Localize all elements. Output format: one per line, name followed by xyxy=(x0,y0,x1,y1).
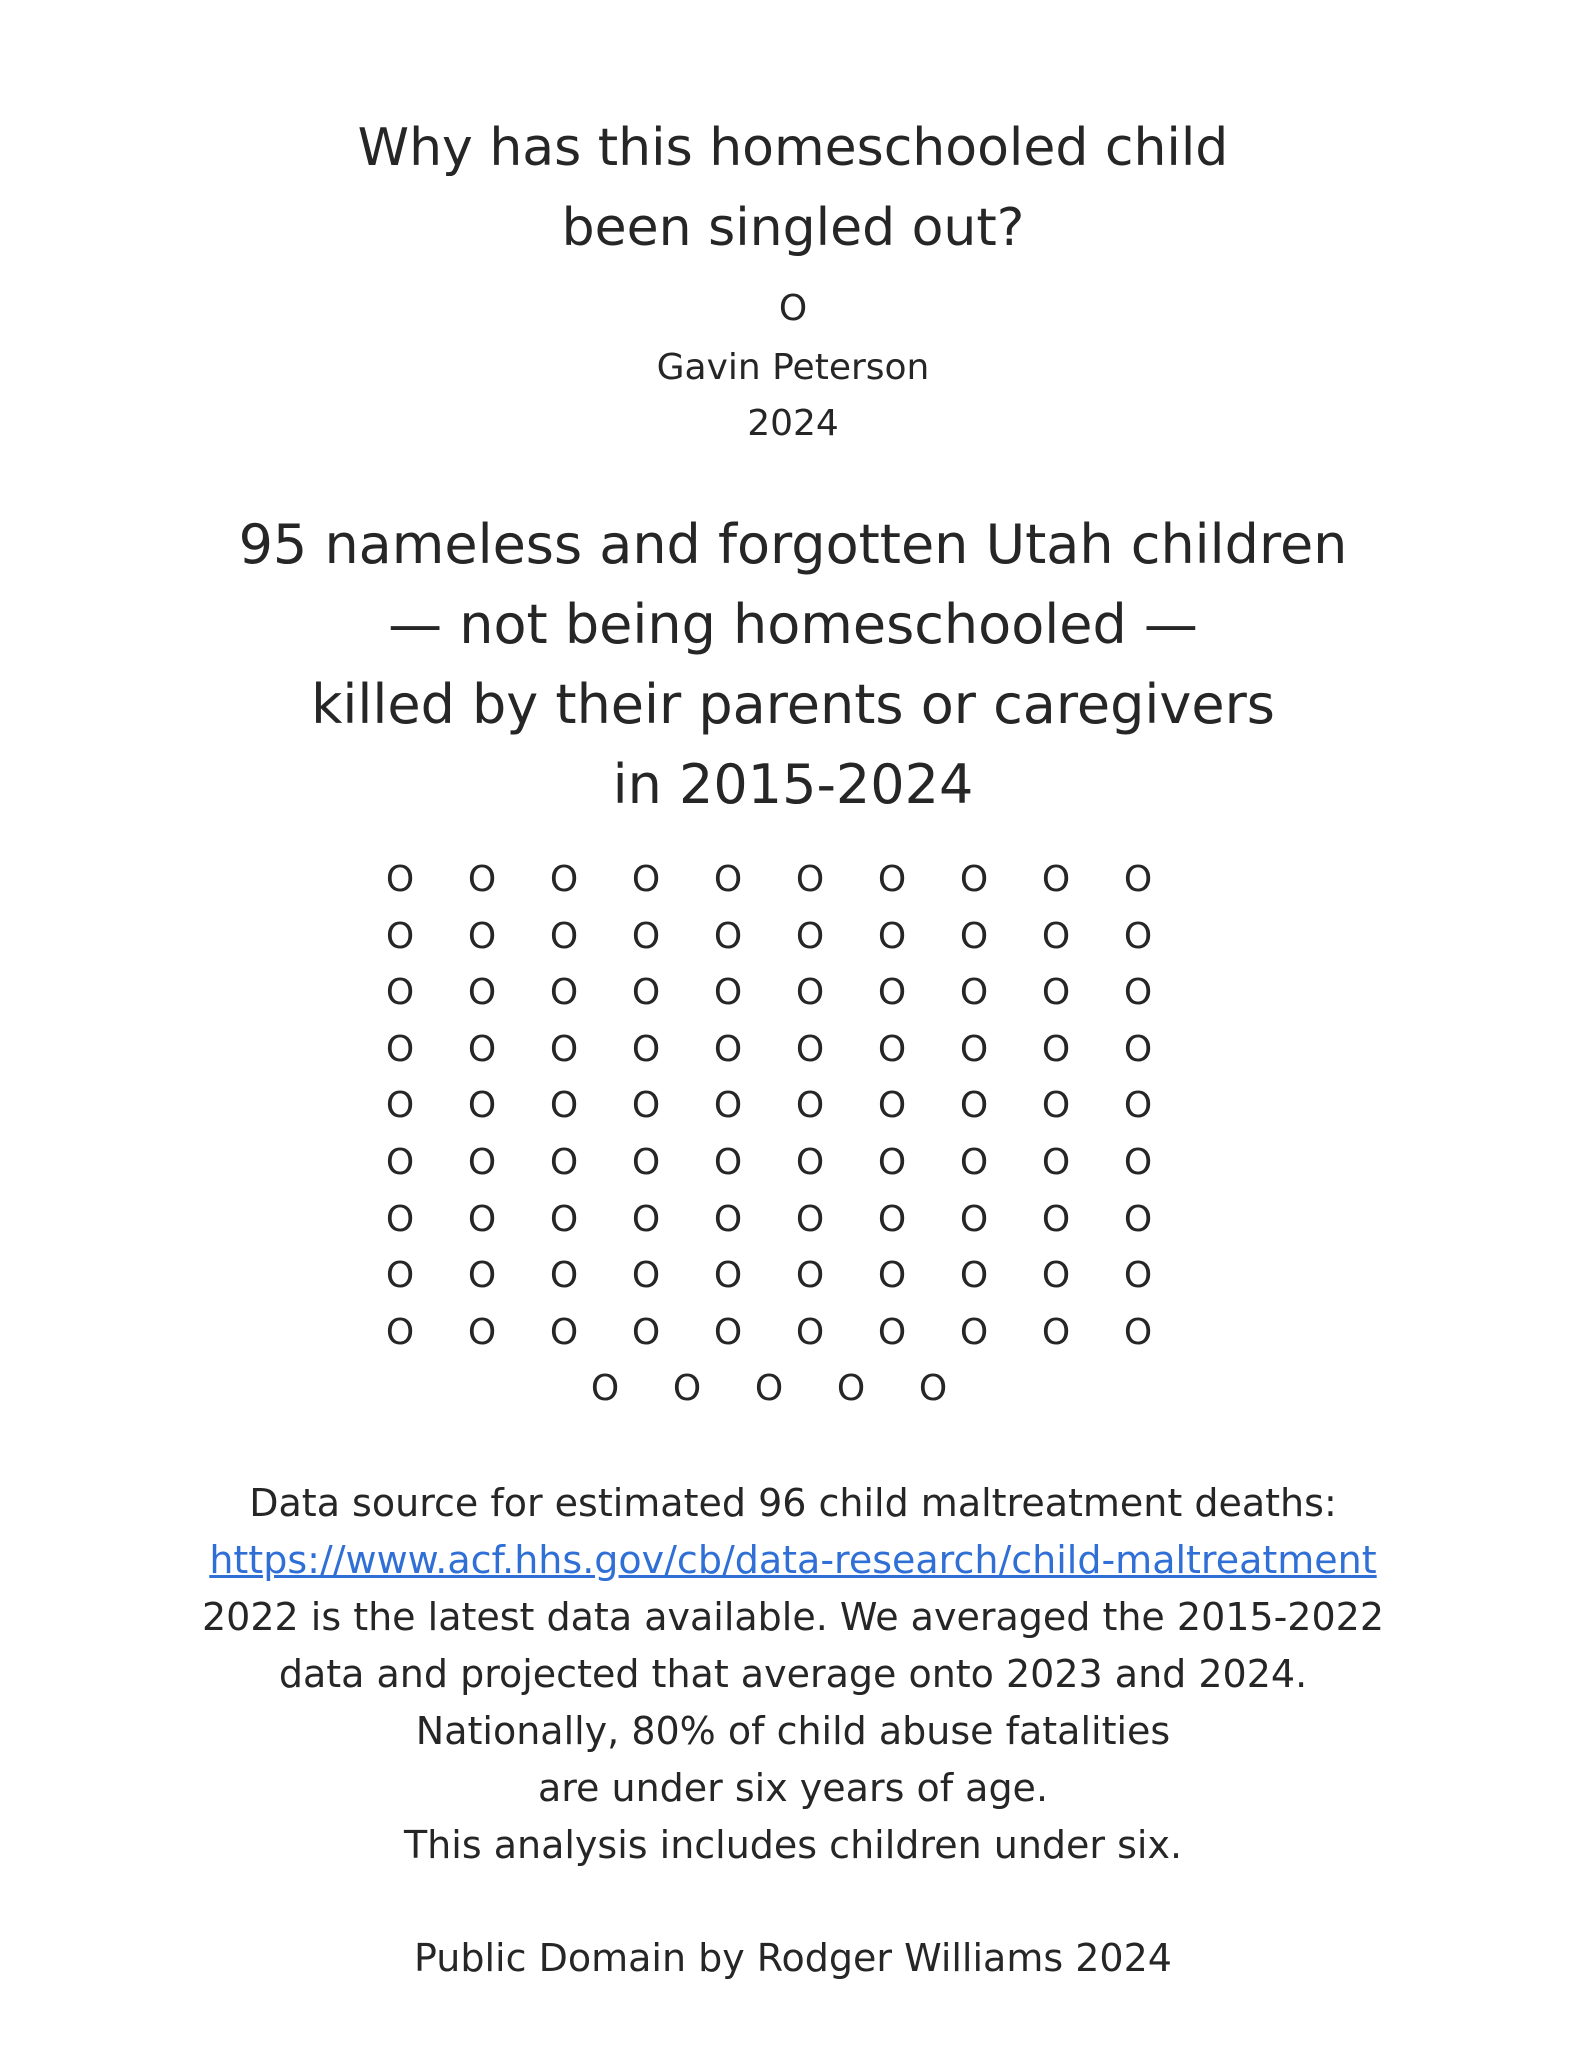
featured-child-marker: O xyxy=(778,288,808,329)
child-marker: O xyxy=(877,972,907,1014)
child-marker: O xyxy=(631,1311,661,1353)
child-marker: O xyxy=(1041,915,1071,957)
child-marker: O xyxy=(549,1198,579,1240)
child-marker: O xyxy=(754,1368,784,1410)
child-marker: O xyxy=(385,1311,415,1353)
source-line-3: 2022 is the latest data available. We averaged the 2015-2022 xyxy=(201,1595,1385,1639)
headline-line-2: — not being homeschooled — xyxy=(388,593,1198,656)
data-source-notes xyxy=(0,1475,1586,1874)
child-marker: O xyxy=(549,1142,579,1183)
child-marker: O xyxy=(959,859,989,900)
child-marker: O xyxy=(467,1142,497,1183)
child-marker: O xyxy=(959,1311,989,1353)
child-marker: O xyxy=(385,1028,415,1070)
child-marker: O xyxy=(385,972,415,1014)
child-marker: O xyxy=(1123,1142,1153,1183)
child-marker: O xyxy=(1041,1142,1071,1183)
source-line-6: are under six years of age. xyxy=(537,1766,1049,1810)
child-marker: O xyxy=(795,1198,825,1240)
title-line-1: Why has this homeschooled child xyxy=(357,118,1229,178)
child-marker: O xyxy=(467,1255,497,1297)
child-marker: O xyxy=(918,1368,948,1410)
child-marker: O xyxy=(713,972,743,1014)
child-marker: O xyxy=(836,1368,866,1410)
child-marker: O xyxy=(959,1142,989,1183)
child-marker: O xyxy=(959,1085,989,1127)
child-marker: O xyxy=(959,1198,989,1240)
headline-line-3: killed by their parents or caregivers xyxy=(311,673,1275,736)
child-marker: O xyxy=(385,915,415,957)
source-line-4: data and projected that average onto 2023 and 2024. xyxy=(278,1652,1308,1696)
child-marker: O xyxy=(549,1085,579,1127)
child-marker: O xyxy=(1041,1311,1071,1353)
headline-line-1: 95 nameless and forgotten Utah children xyxy=(238,513,1348,576)
child-marker: O xyxy=(1123,915,1153,957)
credit-line: Public Domain by Rodger Williams 2024 xyxy=(414,1936,1172,1980)
child-marker: O xyxy=(1123,1198,1153,1240)
child-marker: O xyxy=(631,1142,661,1183)
child-marker: O xyxy=(877,1255,907,1297)
child-marker: O xyxy=(713,1198,743,1240)
child-marker: O xyxy=(1123,1028,1153,1070)
child-marker: O xyxy=(467,972,497,1014)
child-marker: O xyxy=(795,1142,825,1183)
child-marker: O xyxy=(1041,1028,1071,1070)
child-marker: O xyxy=(795,1085,825,1127)
source-line-7: This analysis includes children under six. xyxy=(403,1823,1183,1867)
child-marker: O xyxy=(385,1085,415,1127)
child-marker: O xyxy=(1123,1255,1153,1297)
child-marker: O xyxy=(631,1255,661,1297)
child-marker: O xyxy=(713,1311,743,1353)
child-marker: O xyxy=(549,972,579,1014)
child-marker: O xyxy=(385,1142,415,1183)
title-line-2: been singled out? xyxy=(561,198,1025,258)
child-marker: O xyxy=(877,1085,907,1127)
child-marker: O xyxy=(631,972,661,1014)
child-marker: O xyxy=(795,915,825,957)
child-marker: O xyxy=(713,859,743,900)
child-marker: O xyxy=(549,915,579,957)
child-marker: O xyxy=(1123,1311,1153,1353)
child-marker: O xyxy=(713,1255,743,1297)
child-marker: O xyxy=(672,1368,702,1410)
child-marker: O xyxy=(631,1198,661,1240)
child-marker: O xyxy=(959,972,989,1014)
child-marker: O xyxy=(1041,859,1071,900)
source-line-5: Nationally, 80% of child abuse fatalities xyxy=(415,1709,1171,1753)
child-marker: O xyxy=(959,915,989,957)
child-marker: O xyxy=(467,859,497,900)
child-marker: O xyxy=(877,1028,907,1070)
child-marker: O xyxy=(590,1368,620,1410)
child-marker: O xyxy=(467,1028,497,1070)
child-marker: O xyxy=(1041,1085,1071,1127)
child-marker: O xyxy=(877,1311,907,1353)
child-marker: O xyxy=(385,1255,415,1297)
child-marker: O xyxy=(467,915,497,957)
child-marker: O xyxy=(959,1028,989,1070)
child-marker: O xyxy=(1041,1255,1071,1297)
child-marker: O xyxy=(1041,1198,1071,1240)
headline xyxy=(0,505,1586,825)
child-marker: O xyxy=(385,1198,415,1240)
source-line-1: Data source for estimated 96 child maltreatment deaths: xyxy=(249,1481,1337,1525)
child-marker: O xyxy=(795,1255,825,1297)
child-marker: O xyxy=(1041,972,1071,1014)
child-marker: O xyxy=(795,1311,825,1353)
child-marker: O xyxy=(631,1028,661,1070)
child-marker: O xyxy=(631,1085,661,1127)
child-marker: O xyxy=(1123,859,1153,900)
child-marker: O xyxy=(795,1028,825,1070)
child-marker: O xyxy=(467,1085,497,1127)
page-title xyxy=(0,108,1586,268)
child-marker: O xyxy=(877,1198,907,1240)
child-marker: O xyxy=(631,915,661,957)
child-marker: O xyxy=(877,915,907,957)
child-marker: O xyxy=(713,915,743,957)
child-marker: O xyxy=(795,972,825,1014)
child-marker: O xyxy=(713,1028,743,1070)
child-marker: O xyxy=(795,859,825,900)
child-marker: O xyxy=(1123,1085,1153,1127)
child-marker: O xyxy=(877,1142,907,1183)
source-link[interactable]: https://www.acf.hhs.gov/cb/data-research/child-maltreatment xyxy=(209,1538,1377,1582)
child-marker: O xyxy=(549,1255,579,1297)
featured-child-year: 2024 xyxy=(747,403,839,444)
child-marker: O xyxy=(467,1311,497,1353)
child-marker: O xyxy=(631,859,661,900)
child-marker: O xyxy=(467,1198,497,1240)
child-marker: O xyxy=(959,1255,989,1297)
child-marker: O xyxy=(713,1085,743,1127)
child-marker: O xyxy=(1123,972,1153,1014)
child-marker: O xyxy=(549,1311,579,1353)
child-marker: O xyxy=(549,1028,579,1070)
headline-line-4: in 2015-2024 xyxy=(612,753,974,816)
featured-child-name: Gavin Peterson xyxy=(656,347,930,388)
child-marker: O xyxy=(713,1142,743,1183)
child-marker: O xyxy=(877,859,907,900)
child-marker: O xyxy=(549,859,579,900)
child-marker: O xyxy=(385,859,415,900)
